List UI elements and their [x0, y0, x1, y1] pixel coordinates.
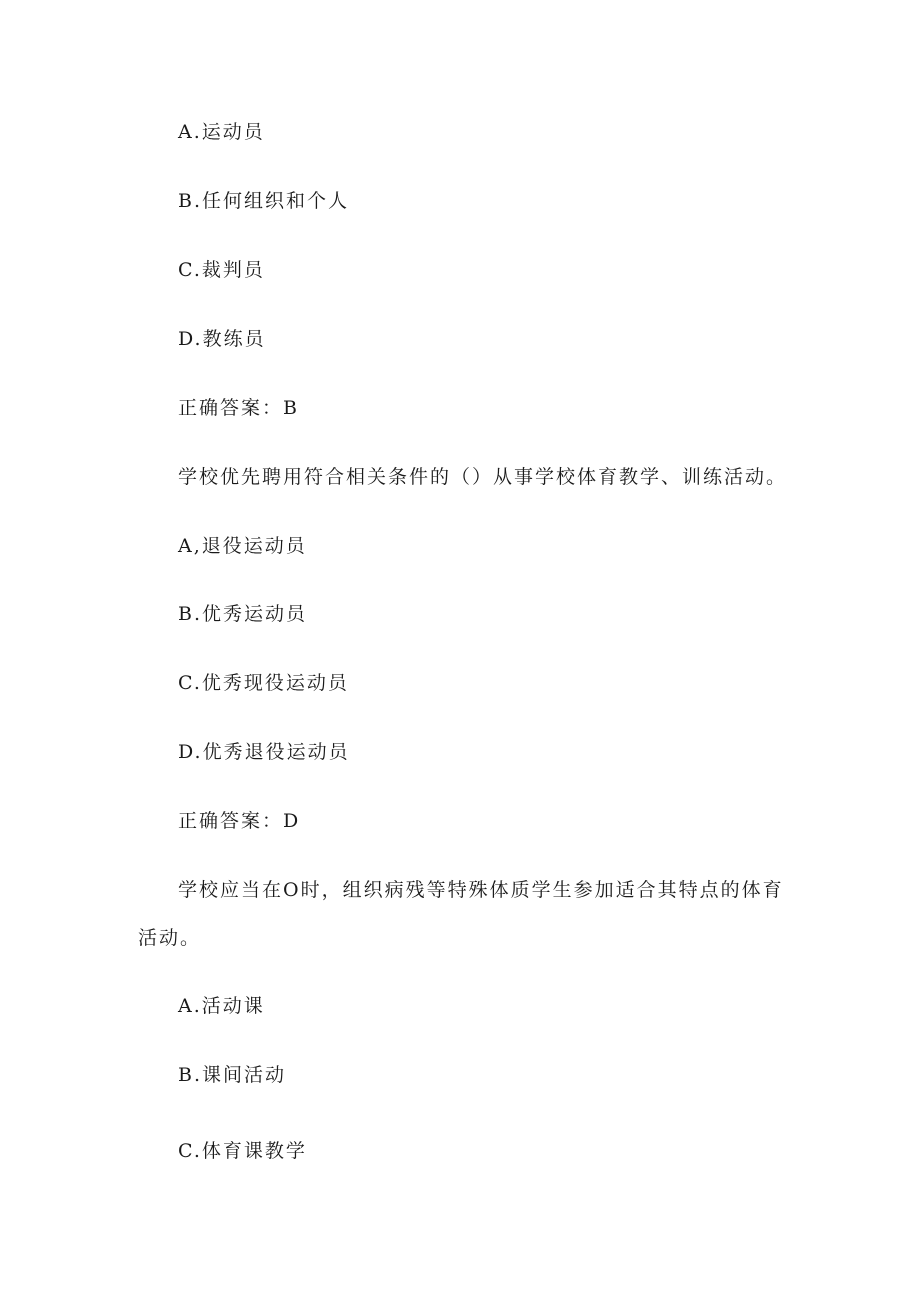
q2-option-d: D.优秀退役运动员: [178, 741, 350, 763]
q2-option-a: A,退役运动员: [178, 535, 307, 557]
q1-answer: 正确答案：B: [178, 397, 299, 419]
q2-option-b: B.优秀运动员: [178, 603, 308, 625]
q1-option-d: D.教练员: [178, 328, 266, 350]
q3-option-b: B.课间活动: [178, 1064, 287, 1086]
q2-question: 学校优先聘用符合相关条件的（）从事学校体育教学、训练活动。: [178, 466, 788, 488]
q2-option-c: C.优秀现役运动员: [178, 672, 349, 694]
q1-option-b: B.任何组织和个人: [178, 190, 350, 212]
q1-option-c: C.裁判员: [178, 259, 265, 281]
q1-option-a: A.运动员: [178, 121, 265, 143]
q3-question-line1: 学校应当在O时，组织病残等特殊体质学生参加适合其特点的体育: [178, 879, 784, 901]
q3-question-line2: 活动。: [138, 927, 202, 949]
q2-answer: 正确答案：D: [178, 810, 301, 832]
q3-option-c: C.体育课教学: [178, 1140, 307, 1162]
q3-option-a: A.活动课: [178, 995, 265, 1017]
